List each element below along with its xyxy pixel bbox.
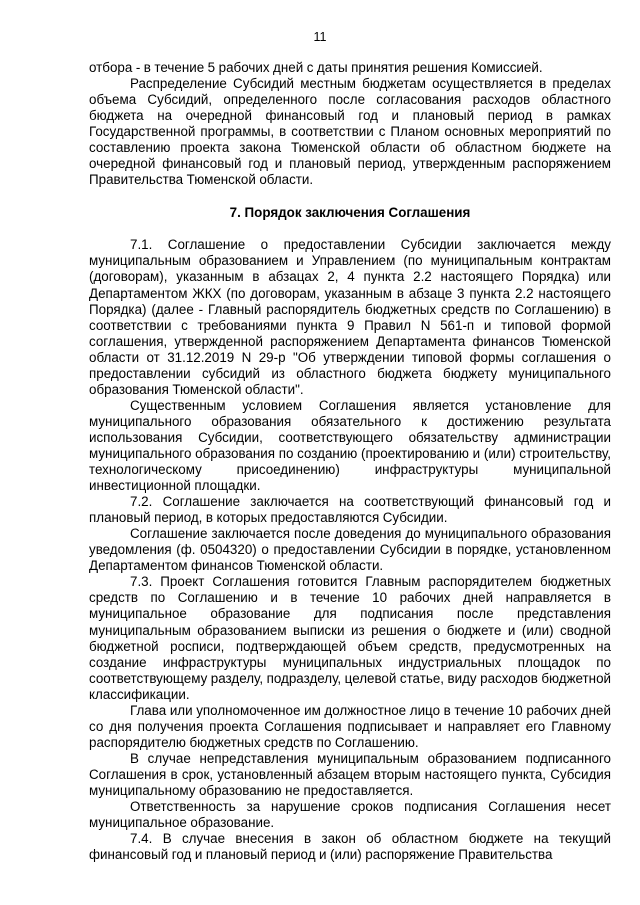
paragraph-essential-condition: Существенным условием Соглашения является установление для муниципального образования обязательного к достижению результата использования Субсидии, соответствующего обязательству администрации муниципального образования по созданию (проектированию и (или) строительству, технологическому присоединению) инфраструктуры муниципальной инвестиционной площадки.	[89, 397, 611, 494]
paragraph-7-4: 7.4. В случае внесения в закон об областном бюджете на текущий финансовый год и плановый период и (или) распоряжение Правительства	[89, 831, 611, 863]
paragraph-signing: Глава или уполномоченное им должностное лицо в течение 10 рабочих дней со дня получения проекта Соглашения подписывает и направляет его Главному распорядителю бюджетных средств по Соглашению.	[89, 702, 611, 750]
paragraph-7-1: 7.1. Соглашение о предоставлении Субсидии заключается между муниципальным образованием и Управлением (по муниципальным контрактам (договорам), указанным в абзацах 2, 4 пункта 2.2 настоящего Порядка) или Департаментом ЖКХ (по договорам, указанным в абзаце 3 пункта 2.2 настоящего Порядка) (далее - Главный распорядитель бюджетных средств по Соглашению) в соответствии с требованиями пункта 9 Правил N 561-п и типовой формой соглашения, утвержденной распоряжением Департамента финансов Тюменской области от 31.12.2019 N 29-р "Об утверждении типовой формы соглашения о предоставлении субсидий из областного бюджета бюджету муниципального образования Тюменской области".	[89, 237, 611, 397]
paragraph-subsidy-distribution: Распределение Субсидий местным бюджетам осуществляется в пределах объема Субсидий, определенного после согласования расходов областного бюджета на очередной финансовый год и плановый период в рамках Государственной программы, в соответствии с Планом основных мероприятий по составлению проекта закона Тюменской области об областном бюджете на очередной финансовый год и плановый период, утвержденным распоряжением Правительства Тюменской области.	[89, 76, 611, 188]
paragraph-responsibility: Ответственность за нарушение сроков подписания Соглашения несет муниципальное образование.	[89, 799, 611, 831]
paragraph-7-3: 7.3. Проект Соглашения готовится Главным распорядителем бюджетных средств по Соглашению и в течение 10 рабочих дней направляется в муниципальное образование для подписания после представления муниципальным образованием выписки из решения о бюджете и (или) сводной бюджетной росписи, подтверждающей объем средств, предусмотренных на создание инфраструктуры муниципальных индустриальных площадок по соответствующему разделу, подразделу, целевой статье, виду расходов бюджетной классификации.	[89, 574, 611, 702]
paragraph-notification: Соглашение заключается после доведения до муниципального образования уведомления (ф. 0504320) о предоставлении Субсидии в порядке, установленном Департаментом финансов Тюменской области.	[89, 526, 611, 574]
document-body	[89, 60, 611, 863]
paragraph-non-submission: В случае непредставления муниципальным образованием подписанного Соглашения в срок, установленный абзацем вторым настоящего пункта, Субсидия муниципальному образованию не предоставляется.	[89, 750, 611, 798]
page-number: 11	[313, 30, 327, 44]
paragraph-selection-deadline: отбора - в течение 5 рабочих дней с даты принятия решения Комиссией.	[89, 60, 543, 75]
section-heading: 7. Порядок заключения Соглашения	[229, 205, 471, 221]
paragraph-7-2: 7.2. Соглашение заключается на соответствующий финансовый год и плановый период, в которых предоставляются Субсидии.	[89, 494, 611, 526]
